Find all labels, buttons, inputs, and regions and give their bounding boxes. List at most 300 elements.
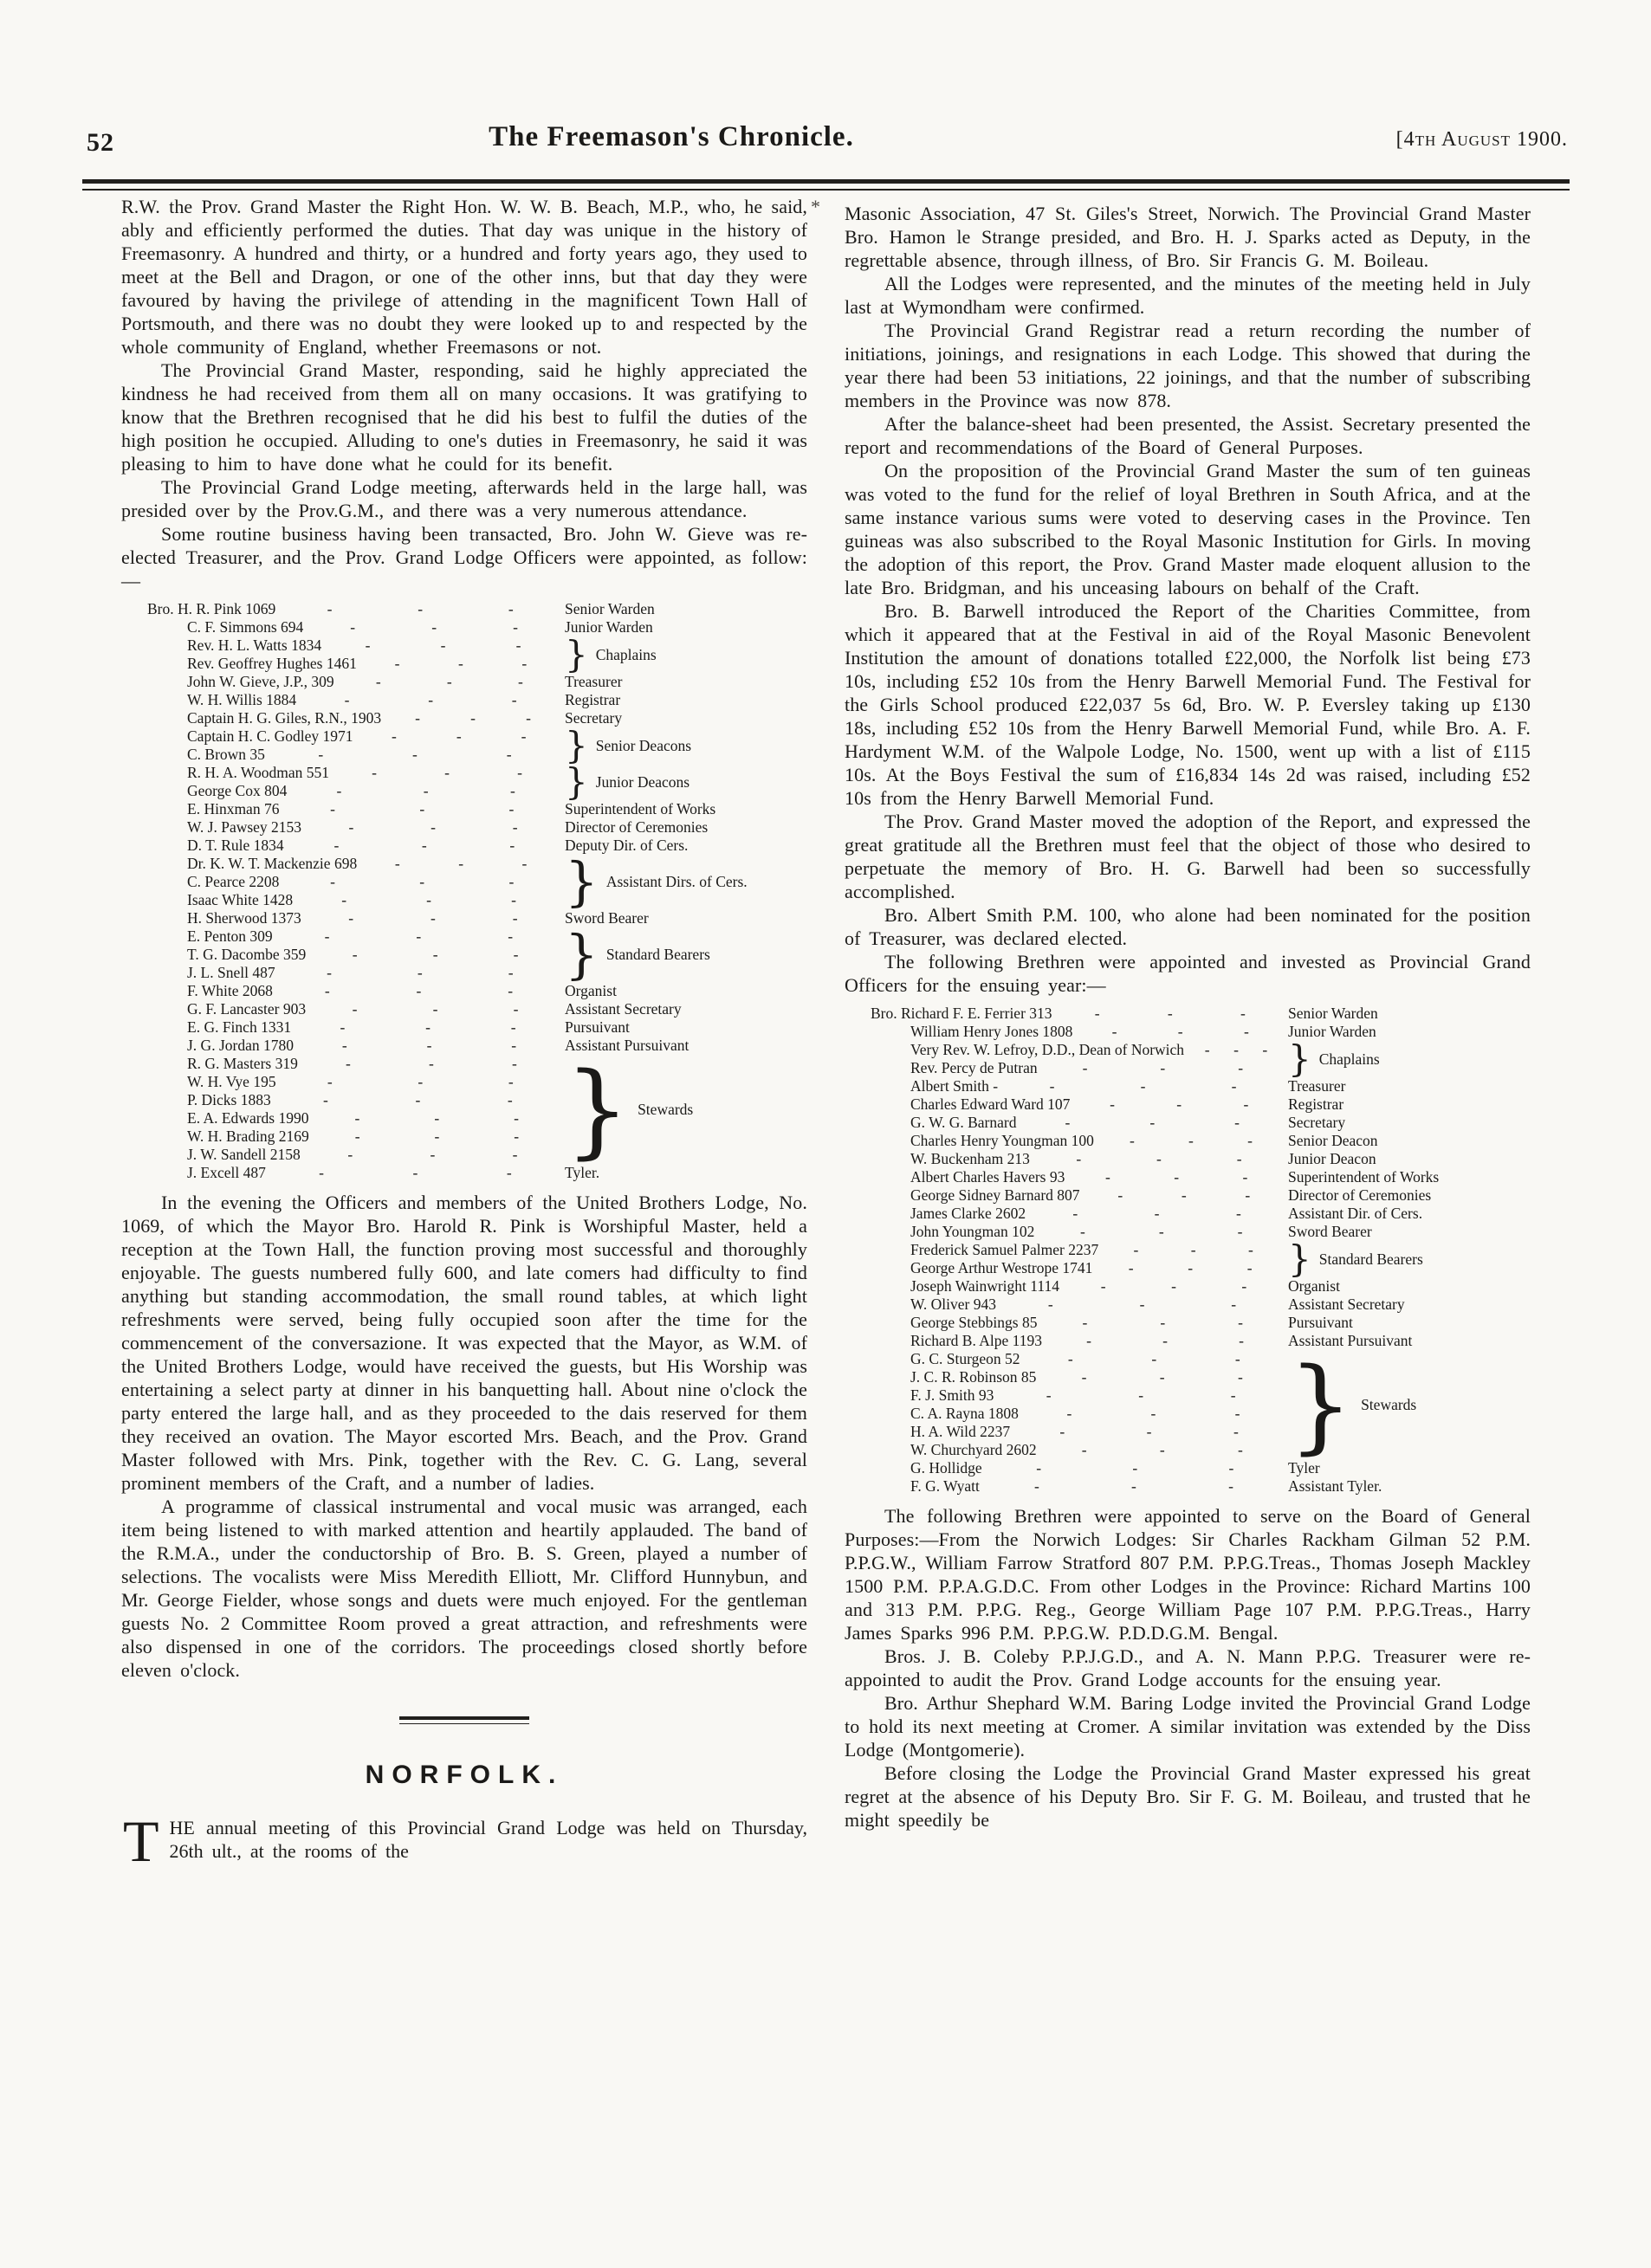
officer-name: G. F. Lancaster 903 (187, 1000, 307, 1018)
officer-name-row (147, 1055, 565, 1073)
paragraph: The following Brethren were appointed to serve on the Board of General Purposes:—From the Norwich Lodges: Sir Charles Rackham Gilman 52 P.M. P.P.G.W., William Farrow Stratford 807 P.M. P.P.G.Treas., Thomas Joseph Mackley 1500 P.M. P.P.A.G.D.C. From other Lodges in the Province: Richard Martins 100 and 313 P.M. P.P.G. Reg., George William Page 107 P.M. P.P.G.Treas., Harry James Sparks 996 P.M. P.P.G.W. P.D.D.G.M. Bengal. (845, 1505, 1531, 1644)
tab-dashes: - - - (324, 927, 514, 945)
tab-dashes: - - - (327, 600, 514, 617)
group-brace: } (565, 1049, 631, 1169)
officer-name: C. F. Simmons 694 (187, 618, 304, 636)
office-label: Assistant Dir. of Cers. (1288, 1205, 1423, 1222)
left-paragraphs (121, 195, 807, 592)
office-label: Registrar (1288, 1095, 1344, 1113)
officer-names (871, 1005, 1288, 1023)
officer-name-row (147, 855, 565, 873)
tab-dashes: - - - (354, 1128, 520, 1145)
officer-names (871, 1077, 1288, 1095)
officer-names (871, 1350, 1288, 1459)
paragraph: The Provincial Grand Lodge meeting, afterwards held in the large hall, was presided over by the Prov.G.M., and there was a very numerous attendance. (121, 476, 807, 521)
tab-dashes: - - - (1067, 1350, 1240, 1367)
officer-entry (147, 760, 807, 804)
officer-name-row (871, 1277, 1288, 1296)
tab-dashes: - - - (1065, 1114, 1240, 1131)
office-label: Assistant Tyler. (1288, 1477, 1382, 1495)
officer-entry (871, 1114, 1531, 1132)
officer-entry (871, 1205, 1531, 1223)
officer-name-row (147, 800, 565, 818)
officer-office (565, 1018, 807, 1037)
officer-name-row (147, 727, 565, 746)
paragraph: Before closing the Lodge the Provincial Grand Master expressed his great regret at the absence of his Deputy Bro. Sir F. G. M. Boileau, and trusted that he might speedily be (845, 1762, 1531, 1831)
tab-dashes: - - - (330, 873, 515, 890)
officer-name: E. A. Edwards 1990 (187, 1109, 309, 1127)
officer-name-row (871, 1259, 1288, 1277)
office-label: Director of Ceremonies (565, 818, 709, 836)
left-column (121, 195, 807, 1882)
tab-dashes: - - - (1033, 1477, 1233, 1495)
tab-dashes: - - - (330, 800, 515, 817)
tab-dashes: - - - (318, 746, 512, 763)
norfolk-opening-paragraph (121, 1808, 807, 1874)
group-brace: } (565, 633, 588, 676)
office-label: Secretary (565, 709, 623, 727)
officer-name: P. Dicks 1883 (187, 1091, 271, 1108)
officer-name: W. H. Vye 195 (187, 1073, 276, 1090)
officer-name: W. Oliver 943 (910, 1296, 996, 1313)
officer-entry (147, 618, 807, 636)
officer-name: Isaac White 1428 (187, 891, 294, 908)
officer-names (147, 1055, 565, 1164)
tab-dashes: - - - (1036, 1459, 1234, 1476)
office-label: Tyler (1288, 1459, 1320, 1476)
officer-name: James Clarke 2602 (910, 1205, 1026, 1222)
officer-name-row (147, 764, 565, 782)
officer-name-row (871, 1350, 1288, 1368)
officer-names (147, 1000, 565, 1018)
officer-names (147, 618, 565, 636)
officer-name: George Sidney Barnard 807 (910, 1186, 1080, 1204)
office-label: Organist (565, 982, 617, 999)
tab-dashes: - - - (1076, 1150, 1242, 1167)
officer-name-row (147, 709, 565, 727)
officer-name: Albert Charles Havers 93 (910, 1168, 1065, 1186)
officer-office (1288, 1237, 1531, 1281)
officer-entry (871, 1237, 1531, 1281)
tab-dashes: - - - (365, 636, 521, 654)
tab-dashes: - - - (344, 691, 517, 708)
officer-name-row (871, 1168, 1288, 1186)
office-label: Assistant Pursuivant (565, 1037, 690, 1054)
officer-name-row (147, 1091, 565, 1109)
journal-title: The Freemason's Chronicle. (489, 121, 854, 152)
officer-names (871, 1023, 1288, 1041)
group-brace: } (1288, 1344, 1354, 1464)
officer-names (147, 909, 565, 927)
office-label: Assistant Pursuivant (1288, 1332, 1413, 1349)
officer-names (871, 1186, 1288, 1205)
paragraph: A programme of classical instrumental and vocal music was arranged, each item being listened to with marked attention and heartily applauded. The band of the R.M.A., under the conductorship of Bro. B. S. Green, played a number of selections. The vocalists were Miss Meredith Elliott, Mr. Clifford Hunnybun, and Mr. George Fielder, whose songs and duets were much enjoyed. For the gentleman guests No. 2 Committee Room proved a great attraction, and refreshments were also dispensed in one of the corridors. The proceedings closed shortly before eleven o'clock. (121, 1496, 807, 1681)
officer-office (565, 709, 807, 727)
office-label: Stewards (1361, 1395, 1417, 1413)
tab-dashes: - - - (336, 782, 515, 799)
officer-name-row (147, 818, 565, 837)
officer-names (871, 1114, 1288, 1132)
tab-dashes: - - - (1204, 1041, 1268, 1058)
officer-office (565, 673, 807, 691)
officer-name: G. C. Sturgeon 52 (910, 1350, 1020, 1367)
officer-name-row (871, 1459, 1288, 1477)
officer-entry (147, 691, 807, 709)
tab-dashes: - - - (340, 1018, 516, 1036)
office-label: Deputy Dir. of Cers. (565, 837, 689, 854)
officer-name: H. Sherwood 1373 (187, 909, 301, 927)
tab-dashes: - - - (350, 618, 518, 636)
officer-entry (871, 1332, 1531, 1350)
tab-dashes: - - - (1081, 1441, 1243, 1458)
officer-name: Albert Smith - (910, 1077, 999, 1095)
officer-name: C. A. Rayna 1808 (910, 1405, 1019, 1422)
office-label: Senior Deacons (595, 736, 692, 754)
office-label: Sword Bearer (1288, 1223, 1372, 1240)
officer-name-row (147, 1018, 565, 1037)
officer-office (565, 724, 807, 767)
drop-cap: T (123, 1808, 159, 1874)
group-brace: } (565, 850, 599, 913)
office-label: Assistant Secretary (1288, 1296, 1405, 1313)
officer-entry (147, 673, 807, 691)
officer-names (871, 1277, 1288, 1296)
paragraph: The Provincial Grand Master, responding, said he highly appreciated the kindness he had received from them all on many occasions. It was gratifying to know that the Brethren recognised that he did his best to fulfil the duties of the high position he occupied. Alluding to one's duties in Freemasonry, he said it was pleasing to him to have done what he could for its benefit. (121, 359, 807, 475)
officer-office (565, 818, 807, 837)
officer-name: T. G. Dacombe 359 (187, 946, 307, 963)
officer-name: George Arthur Westrope 1741 (910, 1259, 1093, 1276)
officer-name: F. White 2068 (187, 982, 273, 999)
paragraph: Some routine business having been transacted, Bro. John W. Gieve was re-elected Treasurer, and the Prov. Grand Lodge Officers were appointed, as follow:— (121, 523, 807, 591)
officer-office (565, 923, 807, 985)
officer-office (1288, 1459, 1531, 1477)
page-number: 52 (87, 128, 114, 157)
tab-dashes: - - - (333, 837, 515, 854)
tab-dashes: - - - (352, 946, 519, 963)
officer-name: Captain H. G. Giles, R.N., 1903 (187, 709, 382, 727)
officer-name: William Henry Jones 1808 (910, 1023, 1073, 1040)
officer-names (147, 982, 565, 1000)
officer-name: Bro. Richard F. E. Ferrier 313 (871, 1005, 1052, 1022)
officer-name: Dr. K. W. T. Mackenzie 698 (187, 855, 358, 872)
officer-names (147, 691, 565, 709)
officer-office (1288, 1277, 1531, 1296)
officer-name: R. G. Masters 319 (187, 1055, 298, 1072)
officer-name-row (871, 1114, 1288, 1132)
officer-names (147, 927, 565, 982)
office-label: Registrar (565, 691, 621, 708)
tab-dashes: - - - (375, 673, 523, 690)
officer-name-row (147, 1128, 565, 1146)
tab-dashes: - - - (1082, 1059, 1244, 1076)
officer-name: Captain H. C. Godley 1971 (187, 727, 353, 745)
officer-entry (147, 709, 807, 727)
officer-entry (871, 1037, 1531, 1081)
officer-name-row (871, 1332, 1288, 1350)
officer-name-row (871, 1150, 1288, 1168)
tab-dashes: - - - (1072, 1205, 1241, 1222)
tab-dashes: - - - (1094, 1005, 1246, 1022)
paragraph: Bro. B. Barwell introduced the Report of the Charities Committee, from which it appeared that at the Festival in aid of the Royal Masonic Benevolent Institution the amount of donations totalled £22,000, the Norfolk list being £73 10s, including £52 10s from the Henry Barwell Memorial Fund. The Festival for the Girls School produced £22,037 5s 6d, Bro. W. P. Eversley taking up £130 18s, including £52 10s from the Henry Barwell Memorial Fund, while Bro. A. F. Hardyment W.M. of the Walpole Lodge, No. 1500, went up with a list of £115 10s. At the Boys Festival the sum of £16,834 14s 2d was raised, including £52 10s from the Henry Barwell Memorial Fund. (845, 600, 1531, 809)
tab-dashes: - - - (415, 709, 531, 727)
officer-entry (871, 1095, 1531, 1114)
paragraph: After the balance-sheet had been presented, the Assist. Secretary presented the report and recommendations of the Board of General Purposes. (845, 413, 1531, 458)
paragraph: In the evening the Officers and members of the United Brothers Lodge, No. 1069, of which the Mayor Bro. Harold R. Pink is Worshipful Master, held a reception at the Town Hall, the function proving most successful and thoroughly enjoyable. The guests numbered fully 600, and late comers had difficulty to find anything but standing accommodation, the small round tables, at which light refreshments were served, being fully occupied soon after the time for the commencement of the conversazione. It was expected that the Mayor, as W.M. of the United Brothers Lodge, would have received the guests, but His Worship was entertaining a select party at dinner in his banquetting hall. About nine o'clock the party entered the large hall, and as they proceeded to the dais reserved for them they received an ovation. The Mayor escorted Mrs. Beach, and the Prov. Grand Master followed with Mrs. Pink, together with the Rev. C. G. Lang, several prominent members of the Craft, and a number of ladies. (121, 1192, 807, 1494)
office-label: Chaplains (595, 645, 657, 663)
paragraph: The following Brethren were appointed and invested as Provincial Grand Officers for the ensuing year:— (845, 951, 1531, 996)
tab-dashes: - - - (348, 818, 518, 836)
officer-names (871, 1205, 1288, 1223)
officer-entry (871, 1296, 1531, 1314)
tab-dashes: - - - (354, 1109, 519, 1127)
tab-dashes: - - - (1082, 1314, 1243, 1331)
officer-name: John W. Gieve, J.P., 309 (187, 673, 334, 690)
officer-name: J. Excell 487 (187, 1164, 266, 1181)
officer-name: Joseph Wainwright 1114 (910, 1277, 1059, 1295)
officer-name-row (871, 1186, 1288, 1205)
officer-name-row (147, 691, 565, 709)
officer-entry (147, 850, 807, 913)
officer-names (147, 1037, 565, 1055)
header-rule (82, 179, 1570, 191)
officer-entry (147, 1164, 807, 1182)
officer-entry (147, 923, 807, 985)
officer-office (565, 837, 807, 855)
tab-dashes: - - - (1066, 1405, 1240, 1422)
officer-name: W. Buckenham 213 (910, 1150, 1030, 1167)
officer-entry (871, 1077, 1531, 1095)
officer-name: J. G. Jordan 1780 (187, 1037, 294, 1054)
issue-date: [4th August 1900. (1395, 128, 1568, 151)
officer-office (1288, 1095, 1531, 1114)
officer-name-row (147, 1000, 565, 1018)
office-label: Organist (1288, 1277, 1340, 1295)
office-label: Senior Warden (565, 600, 655, 617)
group-brace: } (1288, 1237, 1311, 1281)
officer-name: J. W. Sandell 2158 (187, 1146, 301, 1163)
officer-names (871, 1314, 1288, 1332)
officer-names (871, 1477, 1288, 1496)
officer-name: H. A. Wild 2237 (910, 1423, 1011, 1440)
right-paragraphs (845, 202, 1531, 997)
office-label: Pursuivant (565, 1018, 630, 1036)
officer-name-row (871, 1423, 1288, 1441)
officer-name: G. Hollidge (910, 1459, 982, 1476)
paragraph: All the Lodges were represented, and the minutes of the meeting held in July last at Wymondham were confirmed. (845, 273, 1531, 318)
group-brace: } (565, 923, 599, 985)
officer-name: W. H. Brading 2169 (187, 1128, 309, 1145)
officer-name-row (147, 600, 565, 618)
office-label: Superintendent of Works (1288, 1168, 1440, 1186)
officer-entry (871, 1477, 1531, 1496)
officer-name-row (871, 1386, 1288, 1405)
right-officer-list (871, 1005, 1531, 1496)
tab-dashes: - - - (327, 1073, 514, 1090)
officer-names (871, 1241, 1288, 1277)
officer-name-row (147, 1037, 565, 1055)
officer-entry (147, 1049, 807, 1169)
officer-names (871, 1296, 1288, 1314)
officer-office (1288, 1023, 1531, 1041)
officer-entry (147, 1018, 807, 1037)
officer-name: F. G. Wyatt (910, 1477, 980, 1495)
officer-office (565, 760, 807, 804)
office-label: Treasurer (565, 673, 623, 690)
officer-name-row (147, 964, 565, 982)
officer-entry (147, 909, 807, 927)
tab-dashes: - - - (345, 1055, 517, 1072)
officer-name-row (147, 1073, 565, 1091)
officer-name-row (871, 1059, 1288, 1077)
officer-names (147, 600, 565, 618)
office-label: Tyler. (565, 1164, 600, 1181)
office-label: Junior Deacon (1288, 1150, 1376, 1167)
tab-dashes: - - - (1100, 1277, 1247, 1295)
officer-office (1288, 1168, 1531, 1186)
officer-office (1288, 1296, 1531, 1314)
officer-office (1288, 1186, 1531, 1205)
officer-entry (147, 1000, 807, 1018)
officer-name-row (147, 909, 565, 927)
officer-office (565, 691, 807, 709)
officer-entry (147, 800, 807, 818)
section-divider-rule (399, 1716, 529, 1724)
officer-office (1288, 1005, 1531, 1023)
tab-dashes: - - - (1081, 1368, 1243, 1386)
officer-name: Richard B. Alpe 1193 (910, 1332, 1042, 1349)
officer-office (1288, 1477, 1531, 1496)
officer-name-row (871, 1477, 1288, 1496)
officer-name: C. Pearce 2208 (187, 873, 280, 890)
group-brace: } (1288, 1037, 1311, 1081)
officer-office (1288, 1223, 1531, 1241)
officer-name-row (871, 1241, 1288, 1259)
officer-entry (871, 1459, 1531, 1477)
officer-name-row (871, 1005, 1288, 1023)
officer-name-row (871, 1314, 1288, 1332)
officer-name-row (147, 1146, 565, 1164)
officer-name-row (871, 1405, 1288, 1423)
office-label: Treasurer (1288, 1077, 1346, 1095)
paragraph: Masonic Association, 47 St. Giles's Street, Norwich. The Provincial Grand Master Bro. Hamon le Strange presided, and Bro. H. J. Sparks acted as Deputy, in the regrettable absence, through illness, of Bro. Sir Francis G. M. Boileau. (845, 203, 1531, 271)
tab-dashes: - - - (1086, 1332, 1244, 1349)
tab-dashes: - - - (1133, 1241, 1253, 1258)
officer-name: Rev. H. L. Watts 1834 (187, 636, 322, 654)
officer-names (147, 727, 565, 764)
officer-name-row (871, 1441, 1288, 1459)
officer-names (147, 818, 565, 837)
officer-names (871, 1168, 1288, 1186)
right-column (845, 202, 1531, 1832)
group-brace: } (565, 760, 588, 804)
officer-name-row (147, 1164, 565, 1182)
left-paragraphs-2 (121, 1191, 807, 1682)
officer-entry (147, 837, 807, 855)
officer-office (1288, 1077, 1531, 1095)
officer-office (565, 1049, 807, 1169)
office-label: Pursuivant (1288, 1314, 1353, 1331)
paragraph: The Provincial Grand Registrar read a return recording the number of initiations, joinings, and resignations in each Lodge. This showed that during the year there had been 53 initiations, 22 joinings, and that the number of subscribing members in the Province was now 878. (845, 320, 1531, 411)
officer-name-row (871, 1095, 1288, 1114)
officer-entry (871, 1344, 1531, 1464)
officer-office (1288, 1150, 1531, 1168)
officer-office (1288, 1132, 1531, 1150)
officer-office (565, 1000, 807, 1018)
officer-name-row (147, 946, 565, 964)
officer-name-row (147, 746, 565, 764)
tab-dashes: - - - (372, 764, 522, 781)
officer-name-row (147, 837, 565, 855)
officer-office (565, 618, 807, 636)
office-label: Assistant Dirs. of Cers. (605, 873, 748, 890)
tab-dashes: - - - (352, 1000, 519, 1018)
officer-name: Charles Henry Youngman 100 (910, 1132, 1094, 1149)
tab-dashes: - - - (341, 1037, 517, 1054)
officer-entry (871, 1223, 1531, 1241)
office-label: Standard Bearers (605, 946, 710, 963)
officer-names (147, 709, 565, 727)
office-label: Junior Deacons (595, 772, 690, 791)
officer-names (147, 636, 565, 673)
paragraph: Bro. Albert Smith P.M. 100, who alone had been nominated for the position of Treasurer, was declared elected. (845, 904, 1531, 949)
office-label: Assistant Secretary (565, 1000, 682, 1018)
officer-name-row (871, 1132, 1288, 1150)
group-brace: } (565, 724, 588, 767)
right-paragraphs-2 (845, 1504, 1531, 1832)
officer-name-row (147, 927, 565, 946)
officer-entry (871, 1132, 1531, 1150)
officer-entry (871, 1186, 1531, 1205)
officer-name-row (147, 891, 565, 909)
officer-office (565, 1164, 807, 1182)
officer-name: Rev. Percy de Putran (910, 1059, 1038, 1076)
officer-name: Rev. Geoffrey Hughes 1461 (187, 655, 357, 672)
officer-names (871, 1041, 1288, 1077)
tab-dashes: - - - (324, 982, 514, 999)
officer-entry (871, 1005, 1531, 1023)
officer-name-row (147, 782, 565, 800)
section-heading-norfolk: NORFOLK. (365, 1761, 564, 1789)
officer-name-row (147, 873, 565, 891)
officer-name-row (871, 1368, 1288, 1386)
officer-office (1288, 1037, 1531, 1081)
paragraph: Bro. Arthur Shephard W.M. Baring Lodge invited the Provincial Grand Lodge to hold its next meeting at Cromer. A similar invitation was extended by the Diss Lodge (Montgomerie). (845, 1692, 1531, 1761)
officer-names (147, 837, 565, 855)
officer-names (871, 1223, 1288, 1241)
office-label: Junior Warden (1288, 1023, 1376, 1040)
officer-names (871, 1459, 1288, 1477)
officer-entry (871, 1168, 1531, 1186)
left-officer-list (147, 600, 807, 1182)
officer-name: John Youngman 102 (910, 1223, 1035, 1240)
office-label: Stewards (638, 1100, 694, 1118)
officer-name: J. C. R. Robinson 85 (910, 1368, 1037, 1386)
officer-office (565, 982, 807, 1000)
tab-dashes: - - - (1059, 1423, 1239, 1440)
ink-mark: * (811, 196, 820, 217)
officer-names (871, 1095, 1288, 1114)
tab-dashes: - - - (1046, 1386, 1236, 1404)
officer-name-row (871, 1296, 1288, 1314)
officer-names (147, 800, 565, 818)
officer-name-row (147, 655, 565, 673)
officer-names (147, 764, 565, 800)
officer-entry (147, 1037, 807, 1055)
officer-name: C. Brown 35 (187, 746, 265, 763)
officer-name: E. Hinxman 76 (187, 800, 280, 817)
officer-name: George Stebbings 85 (910, 1314, 1038, 1331)
officer-name: E. Penton 309 (187, 927, 273, 945)
